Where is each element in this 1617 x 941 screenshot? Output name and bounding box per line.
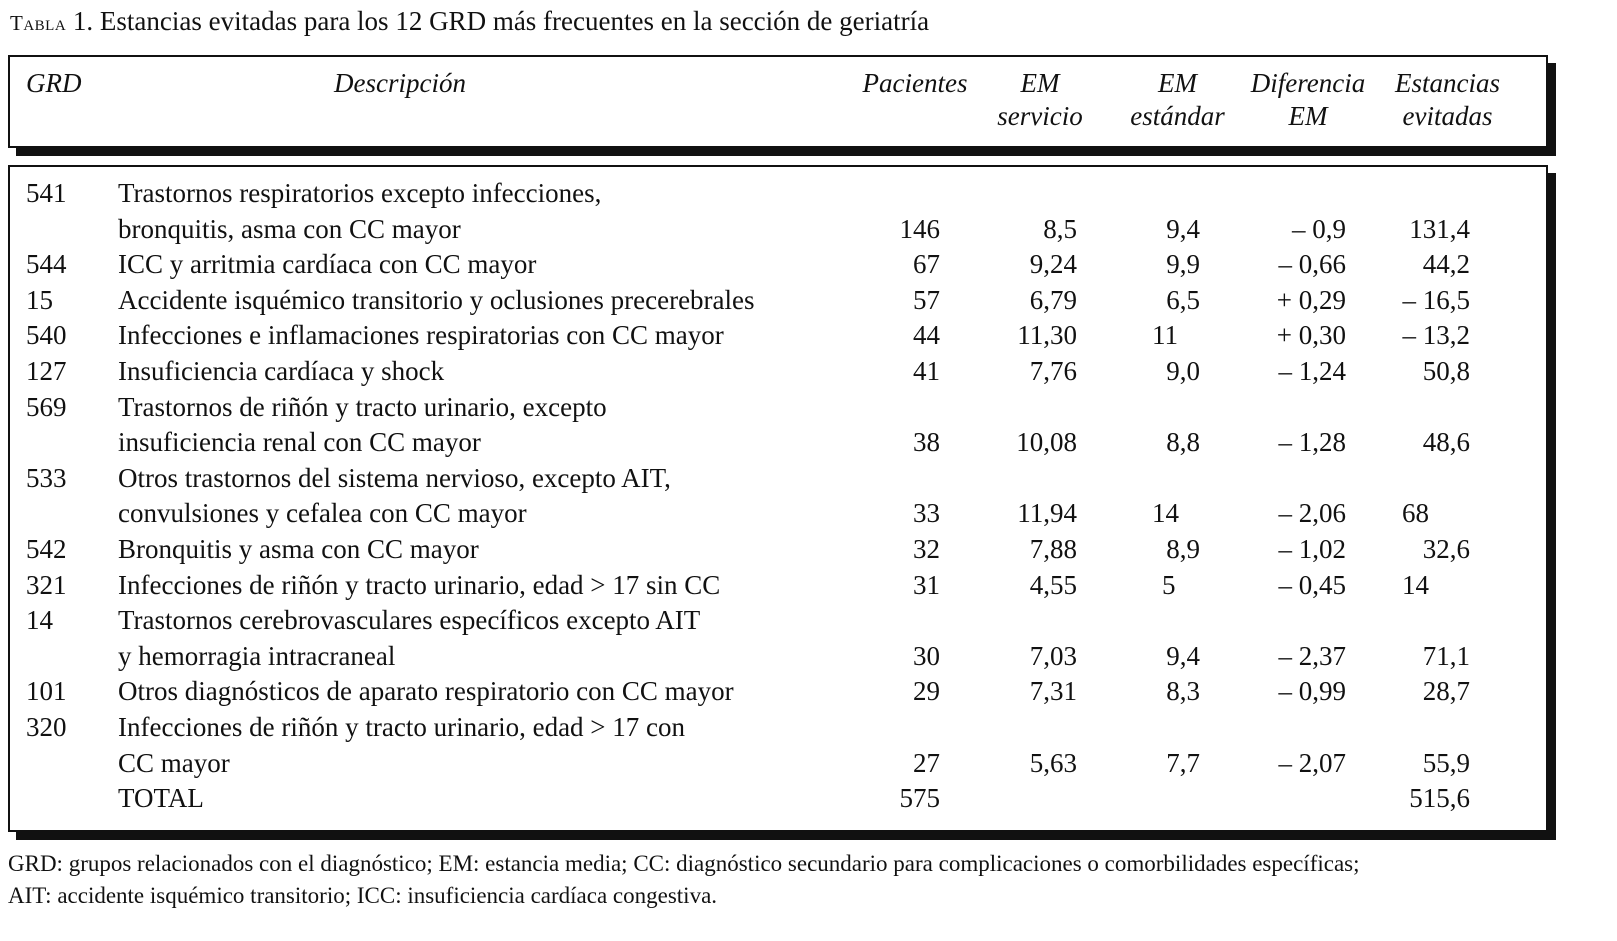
cell-pacientes: 31 <box>913 569 940 600</box>
cell-estancias-evitadas: 131,4 <box>1409 213 1470 244</box>
table-row <box>10 211 1546 247</box>
cell-em-estandar: 7,7 <box>1166 747 1200 778</box>
cell-em-servicio: 7,03 <box>1029 640 1077 671</box>
cell-diferencia-em: – 0,99 <box>1278 676 1346 707</box>
cell-pacientes: 32 <box>913 534 940 564</box>
table-row <box>10 424 1546 460</box>
header-diferencia-em <box>1238 67 1378 133</box>
cell-diferencia-em: – 1,24 <box>1278 356 1346 386</box>
footnote-line-2: AIT: accidente isquémico transitorio; ICC: insuficiencia cardíaca congestiva. <box>8 883 718 908</box>
cell-em-servicio: 9,24 <box>1029 249 1077 280</box>
cell-em-servicio: 11,30 <box>1017 320 1077 351</box>
table-row <box>10 353 1546 389</box>
table-row <box>10 246 1546 282</box>
cell-descripcion: ICC y arritmia cardíaca con CC mayor <box>118 249 537 280</box>
cell-diferencia-em: – 1,28 <box>1278 427 1346 458</box>
cell-grd: 15 <box>26 284 53 315</box>
cell-diferencia-em: – 0,66 <box>1278 249 1346 280</box>
table-row <box>10 780 1546 816</box>
cell-em-estandar: 5 <box>1162 569 1176 600</box>
cell-em-estandar: 9,9 <box>1166 249 1200 280</box>
cell-grd: 101 <box>26 676 67 707</box>
cell-em-servicio: 10,08 <box>1016 427 1077 458</box>
cell-descripcion: CC mayor <box>118 747 230 778</box>
table-row <box>10 495 1546 531</box>
table-row <box>10 282 1546 318</box>
caption-title: 1. Estancias evitadas para los 12 GRD más frecuentes en la sección de geriatría <box>66 6 930 36</box>
header-em-servicio-line2: servicio <box>997 101 1083 131</box>
cell-em-servicio: 8,5 <box>1043 213 1077 244</box>
cell-descripcion: y hemorragia intracraneal <box>118 640 396 671</box>
cell-estancias-evitadas: 44,2 <box>1422 249 1470 280</box>
cell-pacientes: 575 <box>899 783 940 814</box>
header-em-estandar-line2: estándar <box>1130 101 1225 131</box>
cell-em-servicio: 4,55 <box>1029 569 1077 600</box>
cell-diferencia-em: + 0,30 <box>1276 320 1346 351</box>
cell-descripcion: convulsiones y cefalea con CC mayor <box>118 498 527 529</box>
cell-estancias-evitadas: 50,8 <box>1422 356 1470 386</box>
cell-descripcion: Trastornos de riñón y tracto urinario, excepto <box>118 391 607 422</box>
cell-pacientes: 146 <box>899 213 940 244</box>
cell-pacientes: 41 <box>913 356 940 386</box>
cell-em-estandar: 8,8 <box>1166 427 1200 458</box>
cell-pacientes: 38 <box>913 427 940 458</box>
cell-descripcion: TOTAL <box>118 783 204 814</box>
cell-descripcion: Infecciones de riñón y tracto urinario, edad > 17 con <box>118 712 686 742</box>
table-row <box>10 460 1546 496</box>
cell-pacientes: 44 <box>913 320 940 351</box>
table-row <box>10 745 1546 781</box>
cell-grd: 540 <box>26 320 67 351</box>
cell-em-servicio: 6,79 <box>1029 284 1077 315</box>
cell-grd: 544 <box>26 249 67 280</box>
cell-diferencia-em: – 2,06 <box>1278 498 1346 529</box>
cell-descripcion: Trastornos cerebrovasculares específicos excepto AIT <box>118 605 701 636</box>
table-row <box>10 602 1546 638</box>
cell-descripcion: Otros diagnósticos de aparato respiratorio con CC mayor <box>118 676 734 707</box>
footnote-line-1: GRD: grupos relacionados con el diagnóstico; EM: estancia media; CC: diagnóstico secundario para complicaciones o comorbilidades específicas; <box>8 851 1360 876</box>
cell-pacientes: 30 <box>913 640 940 671</box>
cell-estancias-evitadas: 55,9 <box>1422 747 1470 778</box>
table-row <box>10 709 1546 745</box>
cell-estancias-evitadas: – 16,5 <box>1402 284 1470 315</box>
cell-pacientes: 57 <box>913 284 940 315</box>
cell-em-estandar: 8,9 <box>1166 534 1200 564</box>
cell-estancias-evitadas: 28,7 <box>1422 676 1470 707</box>
cell-descripcion: Infecciones de riñón y tracto urinario, edad > 17 sin CC <box>118 569 721 600</box>
cell-diferencia-em: – 2,37 <box>1278 640 1346 671</box>
cell-diferencia-em: – 2,07 <box>1278 747 1346 778</box>
cell-descripcion: Accidente isquémico transitorio y oclusiones precerebrales <box>118 284 755 315</box>
cell-em-servicio: 7,88 <box>1029 534 1077 564</box>
cell-em-estandar: 9,0 <box>1166 356 1200 386</box>
cell-descripcion: Bronquitis y asma con CC mayor <box>118 534 479 564</box>
cell-pacientes: 67 <box>913 249 940 280</box>
header-em-servicio <box>985 67 1095 133</box>
cell-estancias-evitadas: 32,6 <box>1422 534 1470 564</box>
cell-em-estandar: 9,4 <box>1166 213 1200 244</box>
table-row <box>10 317 1546 353</box>
cell-grd: 127 <box>26 356 67 386</box>
table-footnote <box>8 848 1608 912</box>
cell-descripcion: Otros trastornos del sistema nervioso, excepto AIT, <box>118 462 671 493</box>
cell-descripcion: Infecciones e inflamaciones respiratorias con CC mayor <box>118 320 724 351</box>
header-estancias-line2: evitadas <box>1402 101 1493 131</box>
cell-em-estandar: 8,3 <box>1166 676 1200 707</box>
header-estancias-line1: Estancias <box>1395 68 1500 98</box>
table-row <box>10 673 1546 709</box>
header-estancias-evitadas <box>1380 67 1515 133</box>
table-body <box>8 165 1548 832</box>
cell-grd: 321 <box>26 569 67 600</box>
table-header <box>8 55 1548 148</box>
cell-grd: 542 <box>26 534 67 564</box>
cell-estancias-evitadas: 515,6 <box>1409 783 1470 814</box>
cell-em-estandar: 6,5 <box>1166 284 1200 315</box>
table-row <box>10 389 1546 425</box>
cell-diferencia-em: + 0,29 <box>1276 284 1346 315</box>
header-grd: GRD <box>26 68 82 98</box>
header-em-servicio-line1: EM <box>1020 68 1060 98</box>
cell-em-estandar: 9,4 <box>1166 640 1200 671</box>
cell-pacientes: 33 <box>913 498 940 529</box>
header-em-estandar-line1: EM <box>1158 68 1197 98</box>
cell-em-estandar: 14 <box>1152 498 1179 529</box>
cell-grd: 541 <box>26 178 67 208</box>
cell-grd: 533 <box>26 462 67 493</box>
cell-em-estandar: 11 <box>1152 320 1178 351</box>
cell-em-servicio: 5,63 <box>1029 747 1077 778</box>
cell-estancias-evitadas: 68 <box>1402 498 1429 529</box>
header-pacientes: Pacientes <box>862 68 968 98</box>
cell-estancias-evitadas: 48,6 <box>1422 427 1470 458</box>
cell-descripcion: Insuficiencia cardíaca y shock <box>118 356 445 386</box>
table-row <box>10 567 1546 603</box>
cell-grd: 14 <box>26 605 53 636</box>
cell-descripcion: Trastornos respiratorios excepto infecciones, <box>118 178 602 208</box>
cell-em-servicio: 7,76 <box>1029 356 1077 386</box>
cell-grd: 569 <box>26 391 67 422</box>
cell-pacientes: 27 <box>913 747 940 778</box>
cell-em-servicio: 11,94 <box>1017 498 1077 529</box>
cell-diferencia-em: – 0,9 <box>1292 213 1346 244</box>
table-row <box>10 175 1546 211</box>
table-row <box>10 531 1546 567</box>
cell-descripcion: insuficiencia renal con CC mayor <box>118 427 481 458</box>
header-diferencia-line2: EM <box>1288 101 1328 131</box>
cell-grd: 320 <box>26 712 67 742</box>
header-diferencia-line1: Diferencia <box>1250 68 1366 98</box>
cell-diferencia-em: – 1,02 <box>1278 534 1346 564</box>
table-row <box>10 638 1546 674</box>
header-em-estandar <box>1115 67 1240 133</box>
cell-em-servicio: 7,31 <box>1029 676 1077 707</box>
caption-label: Tabla <box>10 11 67 35</box>
cell-estancias-evitadas: 14 <box>1402 569 1429 600</box>
header-descripcion: Descripción <box>334 68 466 98</box>
table-caption <box>10 6 929 37</box>
cell-pacientes: 29 <box>913 676 940 707</box>
cell-diferencia-em: – 0,45 <box>1278 569 1346 600</box>
cell-descripcion: bronquitis, asma con CC mayor <box>118 213 461 244</box>
cell-estancias-evitadas: 71,1 <box>1422 640 1470 671</box>
cell-estancias-evitadas: – 13,2 <box>1402 320 1470 351</box>
